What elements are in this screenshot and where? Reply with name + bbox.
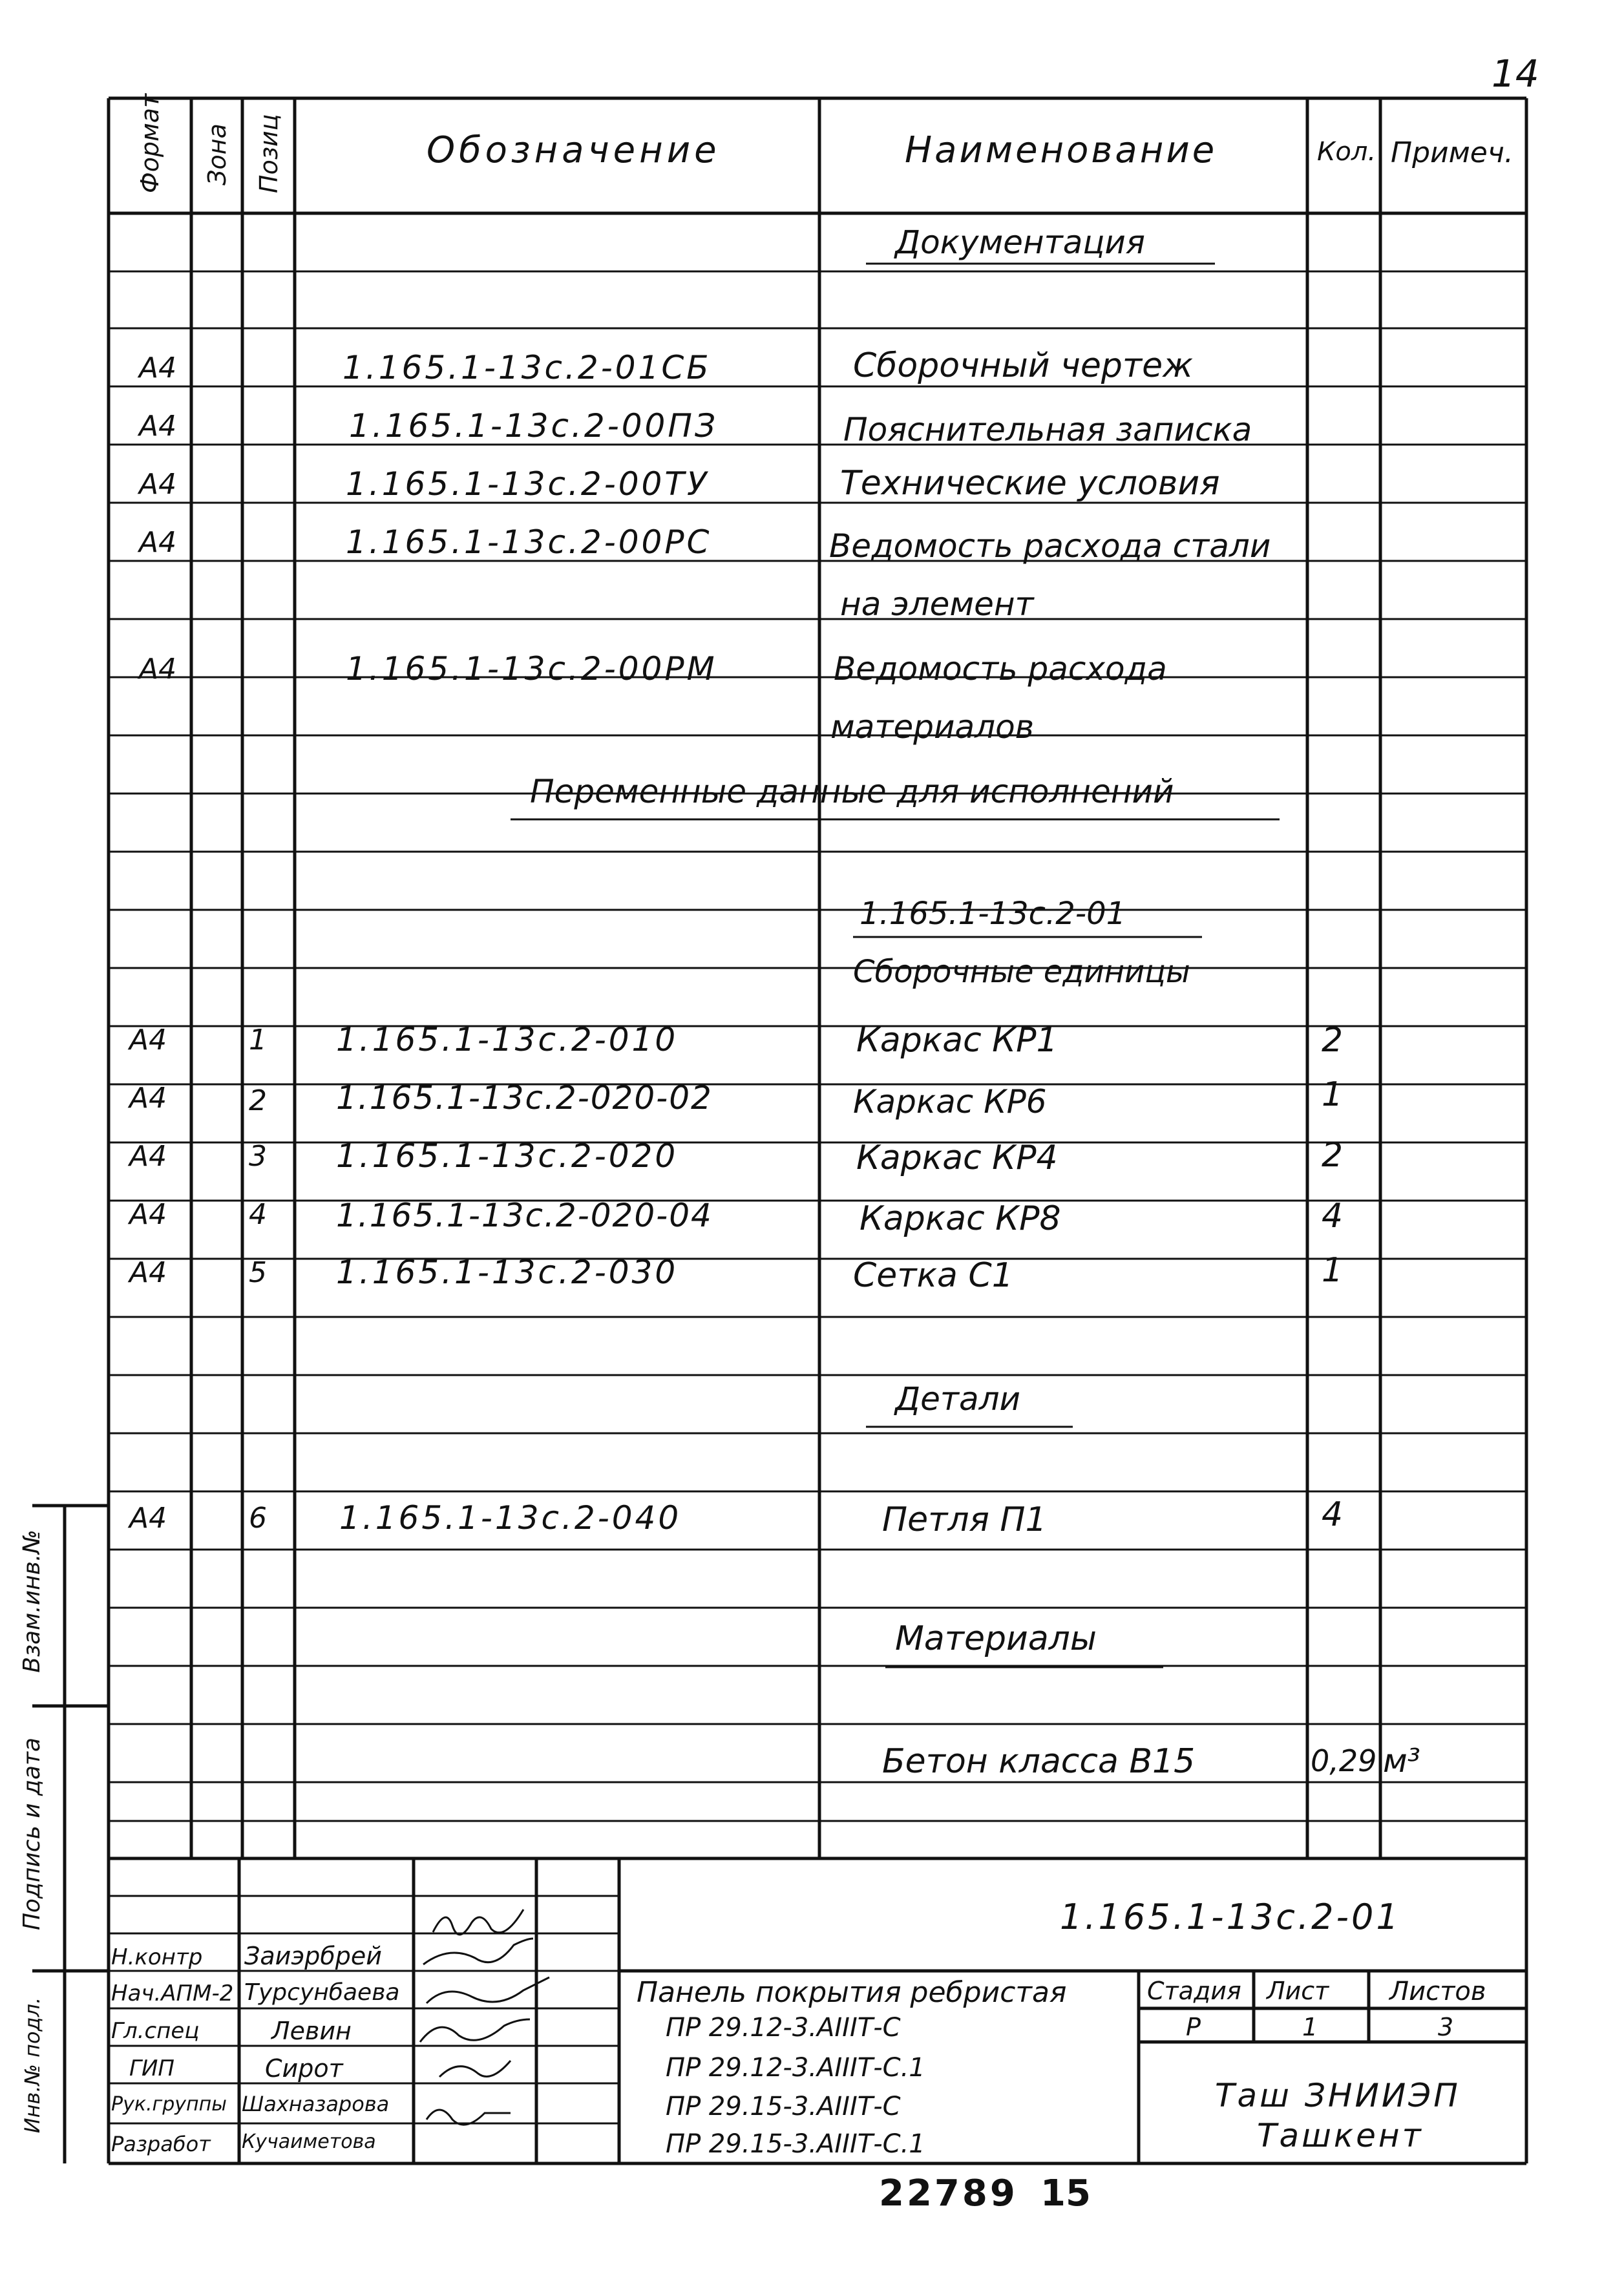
det-row-1-qty: 4 — [1322, 1495, 1344, 1534]
doc-row-3-name: Технические условия — [840, 464, 1220, 503]
doc-row-4-format: А4 — [139, 526, 177, 559]
asm-row-1-designation: 1.165.1-13с.2-010 — [336, 1021, 679, 1058]
doc-row-2-name: Пояснительная записка — [843, 411, 1252, 448]
doc-row-5-name-cont: материалов — [830, 708, 1035, 746]
asm-row-1-qty: 2 — [1322, 1021, 1344, 1060]
role-3: Гл.спец — [111, 2018, 200, 2044]
section-documentation: Документация — [895, 224, 1145, 261]
header-quantity: Кол. — [1317, 137, 1376, 167]
side-original-inv: Инв.№ подл. — [20, 1997, 45, 2134]
asm-row-3-designation: 1.165.1-13с.2-020 — [336, 1137, 679, 1175]
det-row-1-pos: 6 — [249, 1502, 267, 1535]
person-4: Сирот — [265, 2054, 343, 2083]
header-zone: Зона — [203, 123, 231, 185]
role-6: Разработ — [111, 2132, 211, 2156]
role-5: Рук.группы — [111, 2093, 227, 2116]
doc-row-2-designation: 1.165.1-13с.2-00ПЗ — [349, 407, 719, 445]
organization-city: Ташкент — [1257, 2117, 1424, 2154]
asm-row-5-designation: 1.165.1-13с.2-030 — [336, 1254, 679, 1291]
person-5: Шахназарова — [242, 2092, 390, 2116]
header-name: Наименование — [905, 129, 1218, 171]
det-row-1-designation: 1.165.1-13с.2-040 — [339, 1499, 682, 1537]
role-2: Нач.АПМ-2 — [111, 1981, 234, 2006]
stage-value: Р — [1186, 2013, 1201, 2041]
person-1: Заиэрбрей — [244, 1942, 382, 1970]
asm-row-4-name: Каркас КР8 — [859, 1199, 1061, 1238]
person-3: Левин — [271, 2017, 352, 2045]
side-sign-date: Подпись и дата — [19, 1737, 45, 1931]
doc-row-1-format: А4 — [139, 352, 177, 384]
doc-row-3-designation: 1.165.1-13с.2-00ТУ — [346, 465, 710, 503]
asm-row-2-pos: 2 — [249, 1084, 267, 1117]
asm-row-3-pos: 3 — [249, 1140, 267, 1173]
doc-row-4-name-cont: на элемент — [840, 585, 1034, 623]
section-assemblies: Сборочные единицы — [853, 954, 1190, 990]
header-designation: Обозначение — [427, 129, 721, 171]
title-block-code: 1.165.1-13с.2-01 — [1060, 1897, 1401, 1937]
title-line-5: ПР 29.15-3.АIIIТ-С.1 — [666, 2129, 925, 2159]
organization: Таш ЗНИИЭП — [1215, 2077, 1461, 2114]
role-1: Н.контр — [111, 1944, 203, 1970]
doc-row-5-name: Ведомость расхода — [834, 650, 1167, 688]
asm-row-3-format: А4 — [129, 1140, 167, 1173]
asm-row-2-name: Каркас КР6 — [853, 1083, 1047, 1120]
doc-row-2-format: А4 — [139, 410, 177, 443]
person-2: Турсунбаева — [244, 1979, 400, 2006]
asm-row-1-name: Каркас КР1 — [856, 1021, 1058, 1060]
sheet-number-top: 14 — [1492, 52, 1539, 96]
asm-row-2-format: А4 — [129, 1082, 167, 1115]
sheets-label: Листов — [1389, 1977, 1486, 2006]
stage-label: Стадия — [1147, 1977, 1241, 2005]
side-inv-replace: Взам.инв.№ — [19, 1530, 45, 1673]
header-note: Примеч. — [1391, 136, 1513, 169]
doc-row-5-designation: 1.165.1-13с.2-00РМ — [346, 650, 717, 688]
asm-row-4-pos: 4 — [249, 1198, 267, 1231]
asm-row-1-format: А4 — [129, 1024, 167, 1057]
mat-row-1-qty: 0,29 — [1311, 1743, 1377, 1778]
section-details: Детали — [895, 1380, 1021, 1418]
asm-row-3-name: Каркас КР4 — [856, 1139, 1058, 1177]
asm-row-4-qty: 4 — [1322, 1197, 1344, 1236]
section-materials: Материалы — [895, 1619, 1097, 1658]
archive-page: 15 — [1040, 2172, 1091, 2214]
asm-row-3-qty: 2 — [1322, 1136, 1344, 1175]
doc-row-3-format: А4 — [139, 468, 177, 501]
section-variable-data: Переменные данные для исполнений — [530, 773, 1174, 810]
doc-row-4-name: Ведомость расхода стали — [829, 527, 1271, 565]
asm-row-5-name: Сетка С1 — [853, 1256, 1013, 1295]
asm-row-4-designation: 1.165.1-13с.2-020-04 — [336, 1197, 713, 1234]
title-line-3: ПР 29.12-3.АIIIТ-С.1 — [666, 2053, 925, 2083]
sheet-value: 1 — [1302, 2013, 1318, 2041]
title-line-1: Панель покрытия ребристая — [637, 1976, 1067, 2009]
mat-row-1-note: м³ — [1383, 1742, 1420, 1780]
asm-row-5-format: А4 — [129, 1256, 167, 1289]
doc-row-1-name: Сборочный чертеж — [853, 346, 1193, 385]
header-format: Формат — [136, 93, 164, 193]
asm-row-2-designation: 1.165.1-13с.2-020-02 — [336, 1079, 713, 1117]
asm-row-2-qty: 1 — [1322, 1075, 1344, 1114]
doc-row-1-designation: 1.165.1-13с.2-01СБ — [343, 349, 712, 386]
title-line-2: ПР 29.12-3.АIIIТ-С — [666, 2013, 901, 2043]
header-position: Позиц — [255, 114, 283, 193]
asm-row-1-pos: 1 — [249, 1024, 267, 1057]
doc-row-5-format: А4 — [139, 653, 177, 686]
person-6: Кучаиметова — [242, 2130, 376, 2153]
sheet-label: Лист — [1267, 1977, 1329, 2005]
mat-row-1-name: Бетон класса В15 — [882, 1742, 1196, 1781]
title-line-4: ПР 29.15-3.АIIIТ-С — [666, 2092, 901, 2121]
asm-row-5-pos: 5 — [249, 1256, 267, 1289]
sheets-value: 3 — [1438, 2013, 1454, 2041]
archive-number: 22789 — [879, 2172, 1018, 2214]
variant-code: 1.165.1-13с.2-01 — [859, 896, 1126, 932]
role-4: ГИП — [129, 2056, 174, 2081]
det-row-1-name: Петля П1 — [882, 1500, 1047, 1539]
det-row-1-format: А4 — [129, 1502, 167, 1535]
asm-row-5-qty: 1 — [1322, 1251, 1344, 1290]
doc-row-4-designation: 1.165.1-13с.2-00РС — [346, 523, 712, 561]
asm-row-4-format: А4 — [129, 1198, 167, 1231]
